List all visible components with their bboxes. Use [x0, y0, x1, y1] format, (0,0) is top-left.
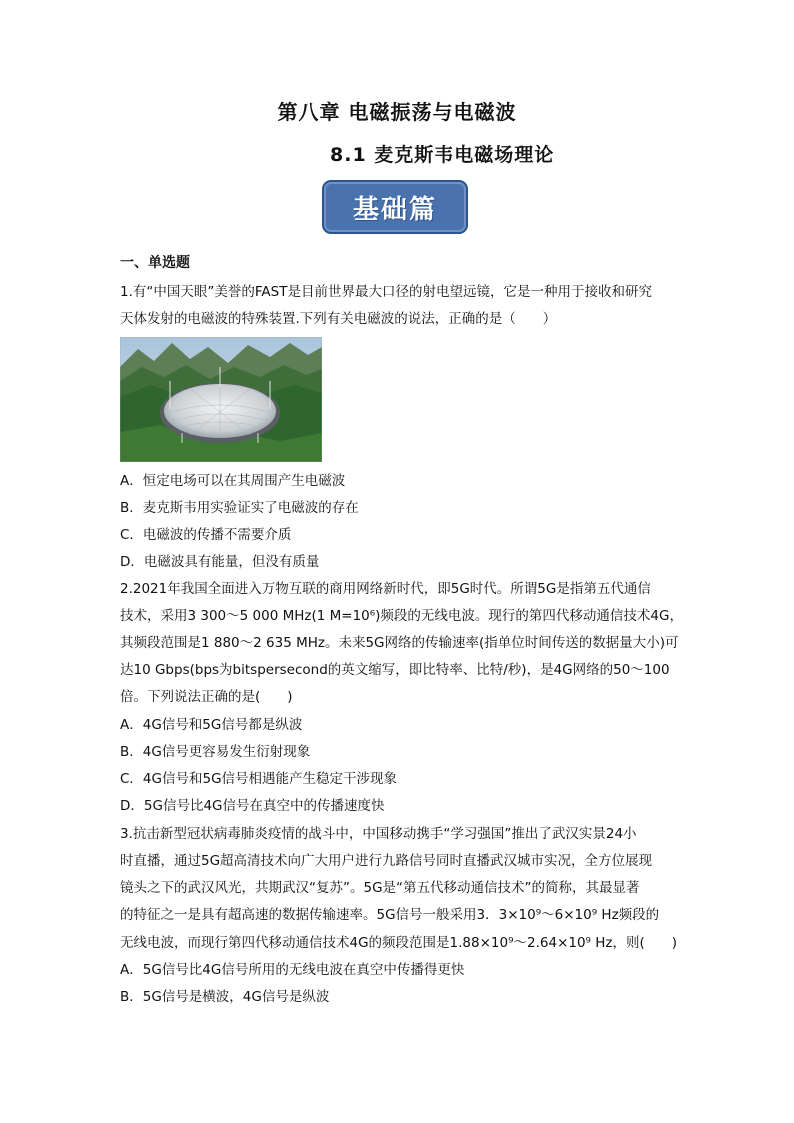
q2-option-c: C．4G信号和5G信号相遇能产生稳定干涉现象: [120, 771, 398, 787]
q2-option-a: A．4G信号和5G信号都是纵波: [120, 717, 303, 733]
q3-stem-line-1: 3.抗击新型冠状病毒肺炎疫情的战斗中，中国移动携手“学习强国”推出了武汉实景24小: [120, 826, 637, 842]
chapter-title: 第八章 电磁振荡与电磁波: [277, 100, 517, 124]
q1-stem-line-1: 1.有“中国天眼”美誉的FAST是目前世界最大口径的射电望远镜，它是一种用于接收和研究: [120, 284, 652, 300]
q1-stem-line-2: 天体发射的电磁波的特殊装置.下列有关电磁波的说法，正确的是（ ）: [120, 311, 557, 327]
q2-option-b: B．4G信号更容易发生衍射现象: [120, 744, 311, 760]
q3-option-a: A．5G信号比4G信号所用的无线电波在真空中传播得更快: [120, 962, 465, 978]
q2-stem-line-1: 2.2021年我国全面进入万物互联的商用网络新时代，即5G时代。所谓5G是指第五代通信: [120, 581, 651, 597]
q1-option-d: D．电磁波具有能量，但没有质量: [120, 554, 320, 570]
q1-option-a: A．恒定电场可以在其周围产生电磁波: [120, 473, 346, 489]
q2-stem-line-3: 其频段范围是1 880～2 635 MHz。未来5G网络的传输速率(指单位时间传送的数据量大小)可: [120, 635, 679, 651]
level-badge: [322, 180, 468, 234]
level-badge-label: 基础篇: [352, 194, 437, 225]
section-title: 8.1 麦克斯韦电磁场理论: [330, 144, 555, 166]
fast-telescope-photo: [120, 337, 322, 462]
q1-option-b: B．麦克斯韦用实验证实了电磁波的存在: [120, 500, 359, 516]
q3-stem-line-5: 无线电波，而现行第四代移动通信技术4G的频段范围是1.88×10⁹～2.64×10⁹ Hz，则( ): [120, 935, 678, 951]
q3-stem-line-3: 镜头之下的武汉风光，共期武汉“复苏”。5G是“第五代移动通信技术”的简称，其最显著: [120, 880, 640, 896]
q2-option-d: D．5G信号比4G信号在真空中的传播速度快: [120, 798, 385, 814]
q3-stem-line-4: 的特征之一是具有超高速的数据传输速率。5G信号一般采用3．3×10⁹～6×10⁹ Hz频段的: [120, 907, 660, 923]
q3-stem-line-2: 时直播，通过5G超高清技术向广大用户进行九路信号同时直播武汉城市实况，全方位展现: [120, 853, 653, 869]
part-heading: 一、单选题: [120, 255, 190, 271]
q2-stem-line-5: 倍。下列说法正确的是( ): [120, 689, 293, 705]
q3-option-b: B．5G信号是横波，4G信号是纵波: [120, 989, 330, 1005]
q2-stem-line-4: 达10 Gbps(bps为bitspersecond的英文缩写，即比特率、比特/秒)，是4G网络的50～100: [120, 662, 670, 678]
q2-stem-line-2: 技术，采用3 300～5 000 MHz(1 M=10⁶)频段的无线电波。现行的第四代移动通信技术4G，: [120, 608, 683, 624]
q1-option-c: C．电磁波的传播不需要介质: [120, 527, 292, 543]
